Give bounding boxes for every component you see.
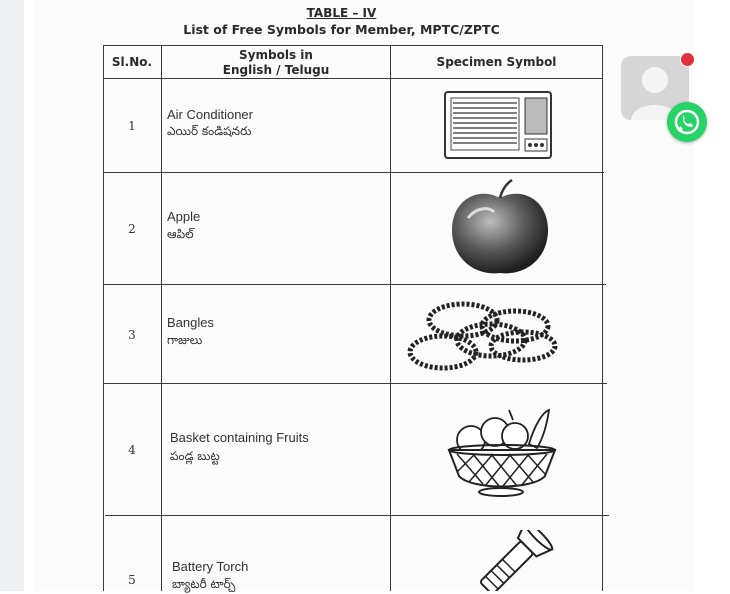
row-3-telugu: గాజులు [167,333,203,347]
battery-torch-icon [468,530,558,591]
header-english-telugu: English / Telugu [222,63,330,77]
table-subtitle: List of Free Symbols for Member, MPTC/ZPTC [183,22,500,37]
row-4-telugu: పండ్ల బుట్ట [170,449,220,463]
row-1-telugu: ఎయిర్ కండిషనరు [167,124,252,138]
row-1-english: Air Conditioner [167,107,253,122]
row-4-sl: 4 [128,443,136,457]
row-3-sl: 3 [128,328,136,342]
row-5-telugu: బ్యాటరీ టార్చ్ [172,577,236,591]
row-2-english: Apple [167,209,201,224]
table-title: TABLE – IV [306,6,377,20]
row-5-sl: 5 [128,573,136,587]
header-specimen-symbol: Specimen Symbol [436,55,557,69]
whatsapp-button[interactable] [667,102,707,142]
fruit-basket-icon [443,406,561,498]
header-symbols-in: Symbols in [239,48,313,62]
row-2-sl: 2 [128,222,136,236]
whatsapp-icon [667,102,707,142]
notification-dot [680,52,695,67]
row-2-telugu: ఆపిల్ [167,227,194,241]
apple-icon [448,178,552,278]
bangles-icon [405,294,560,376]
header-sl-no: Sl.No. [111,55,153,69]
row-3-english: Bangles [167,315,214,330]
row-1-sl: 1 [128,119,136,133]
row-5-english: Battery Torch [172,559,249,574]
row-4-english: Basket containing Fruits [170,430,309,445]
air-conditioner-icon [443,90,553,160]
